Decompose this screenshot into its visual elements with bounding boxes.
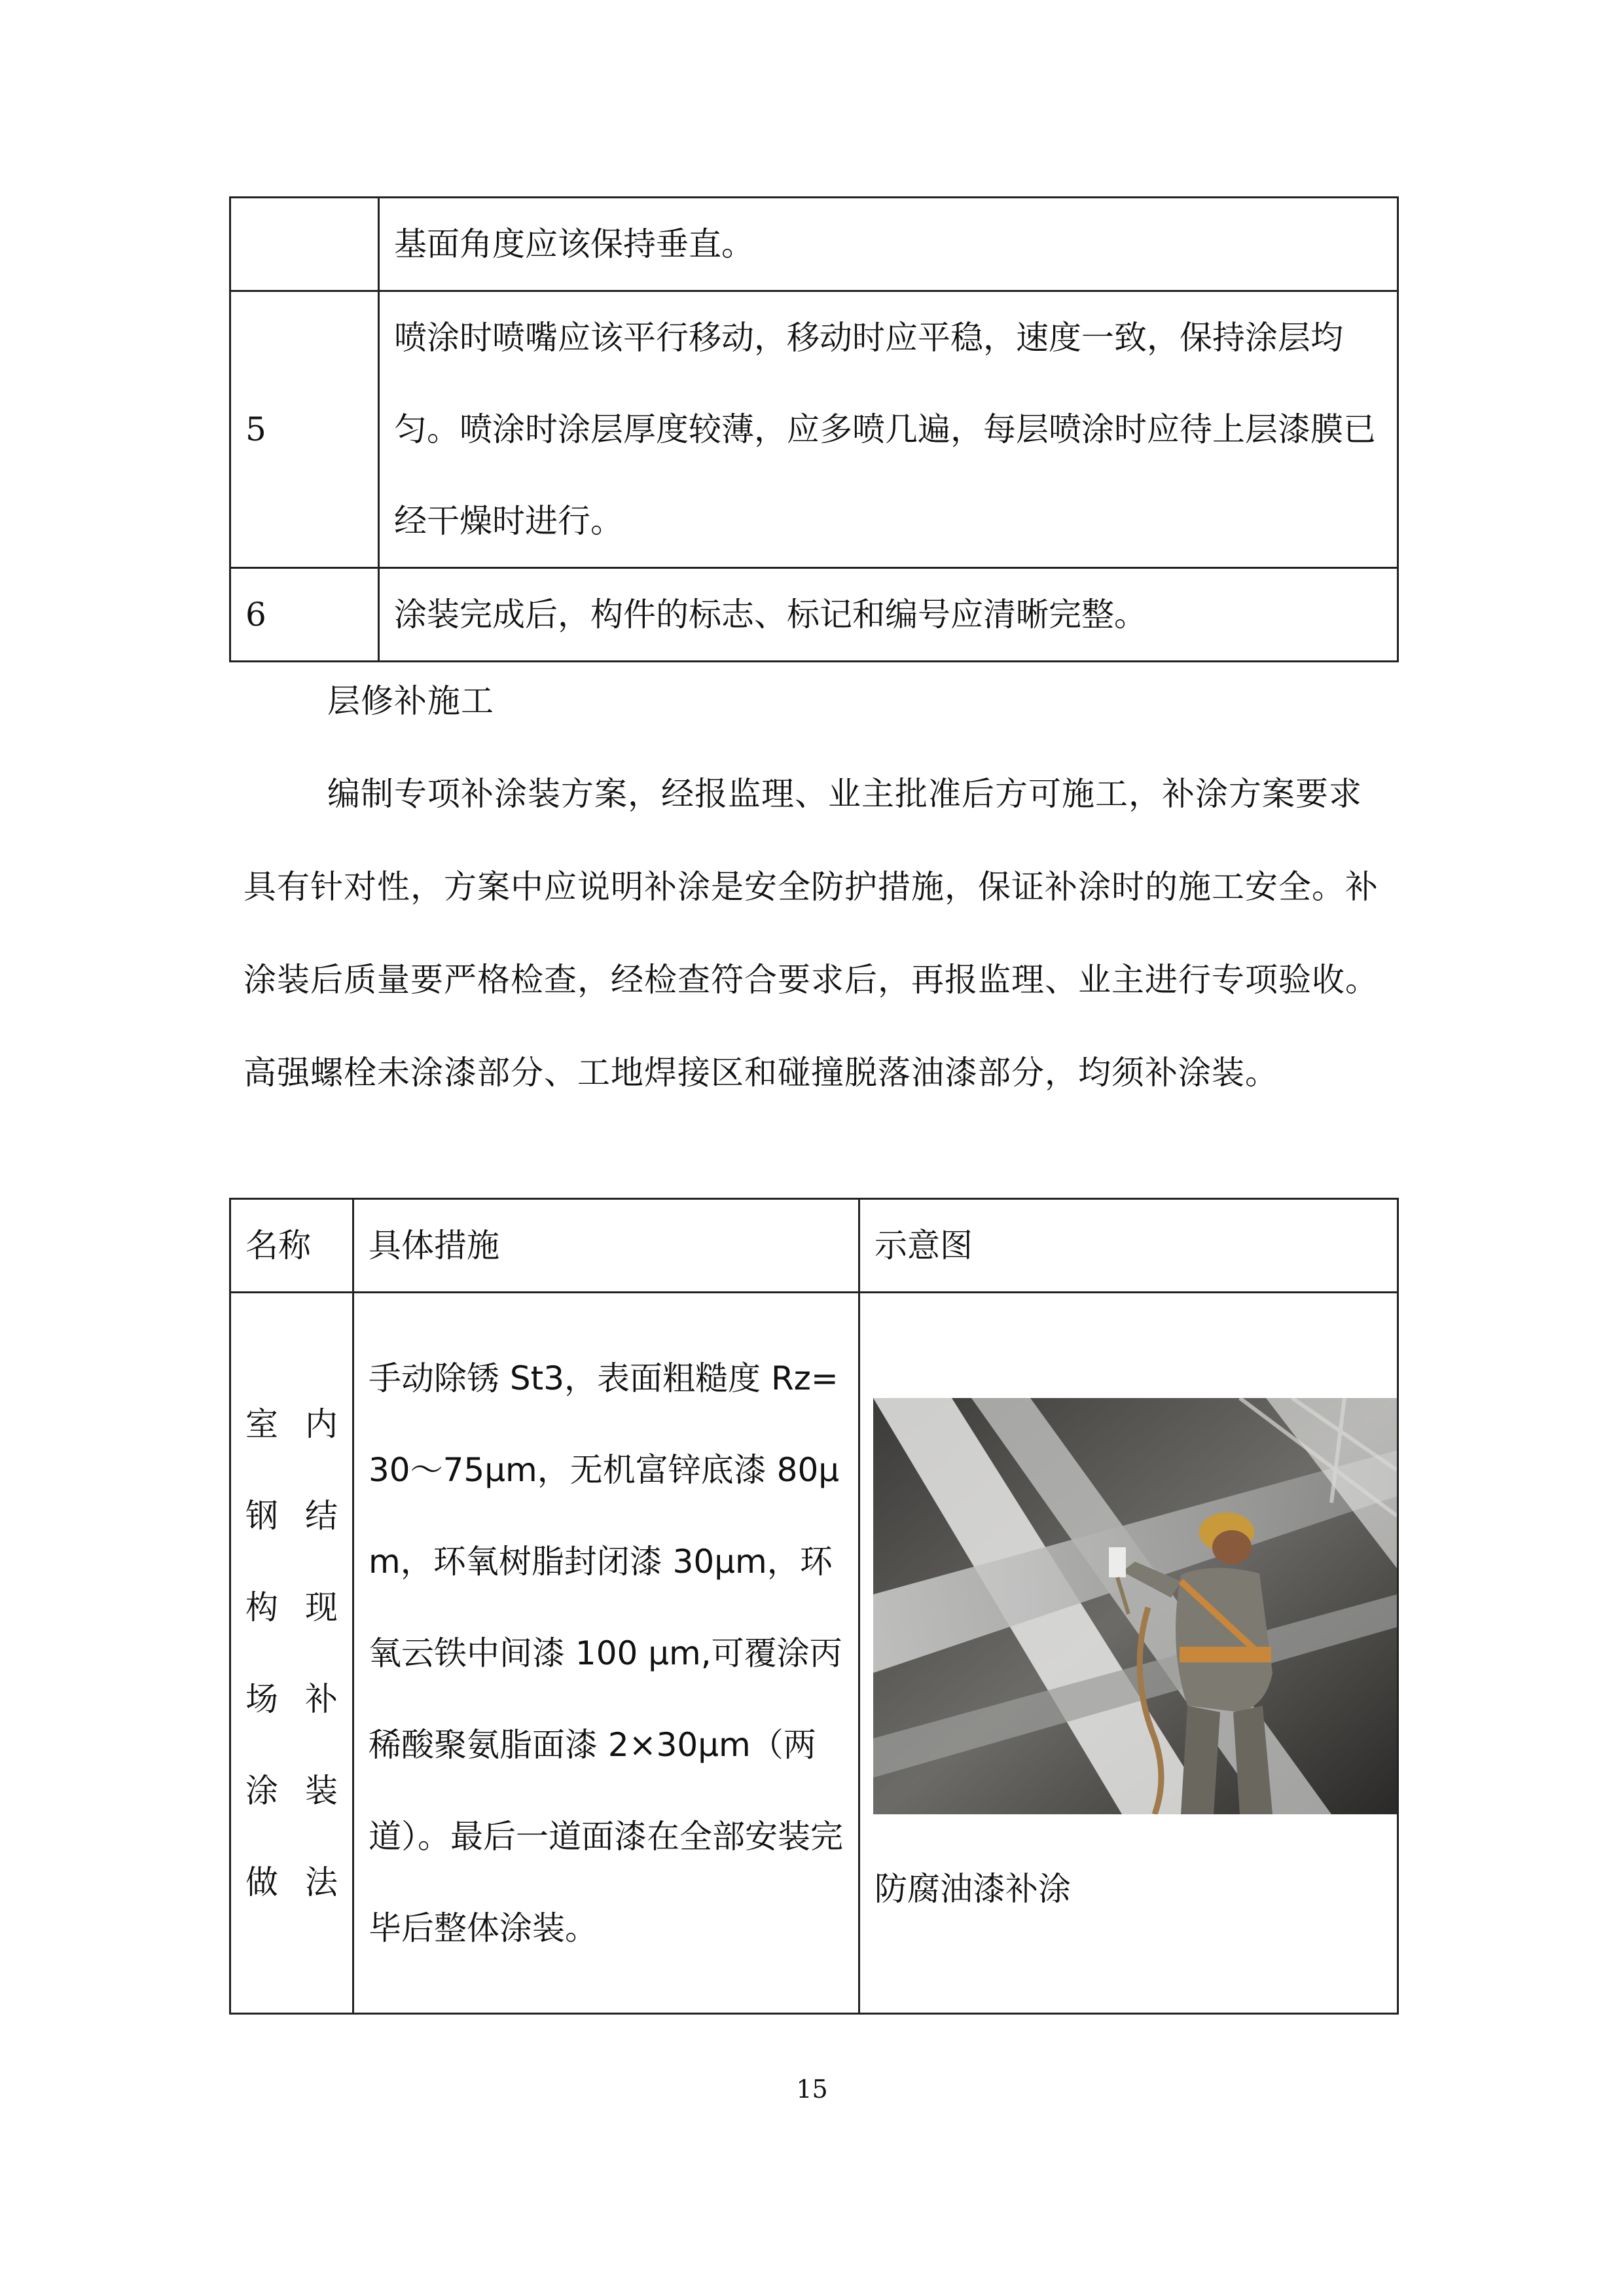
row-number: 5 — [230, 291, 379, 568]
measures-text: 手动除锈 St3，表面粗糙度 Rz=30～75μm，无机富锌底漆 80μm，环氧树脂封闭漆 30μm，环氧云铁中间漆 100 μm,可覆涂丙稀酸聚氨脂面漆 2×30μm（两道）。最后一道面漆在全部安装完毕后整体涂装。 — [369, 1359, 843, 1947]
body-paragraph: 编制专项补涂装方案，经报监理、业主批准后方可施工，补涂方案要求具有针对性，方案中应说明补涂是安全防护措施，保证补涂时的施工安全。补涂装后质量要严格检查，经检查符合要求后，再报监理、业主进行专项验收。高强螺栓未涂漆部分、工地焊接区和碰撞脱落油漆部分，均须补涂装。 — [244, 775, 1379, 1092]
repair-method-table — [229, 1198, 1399, 2015]
image-caption: 防腐油漆补涂 — [875, 1870, 1071, 1908]
table-row — [230, 568, 1398, 662]
method-name: 室内钢结构现场补涂装做法 — [245, 1405, 338, 1901]
header-diagram: 示意图 — [859, 1199, 1398, 1293]
measures-cell — [353, 1293, 859, 2014]
table-row — [230, 1293, 1398, 2014]
method-name-cell — [230, 1293, 353, 2014]
process-table — [229, 196, 1399, 662]
page-number: 15 — [796, 2075, 828, 2104]
diagram-cell — [859, 1293, 1398, 2014]
table-row — [230, 198, 1398, 291]
row-text: 喷涂时喷嘴应该平行移动，移动时应平稳，速度一致，保持涂层均匀。喷涂时涂层厚度较薄，应多喷几遍，每层喷涂时应待上层漆膜已经干燥时进行。 — [379, 291, 1398, 568]
header-measures: 具体措施 — [353, 1199, 859, 1293]
header-name: 名称 — [230, 1199, 353, 1293]
row-number — [230, 198, 379, 291]
row-text: 基面角度应该保持垂直。 — [379, 198, 1398, 291]
row-number: 6 — [230, 568, 379, 662]
table-row — [230, 291, 1398, 568]
table-header-row — [230, 1199, 1398, 1293]
row-text: 涂装完成后，构件的标志、标记和编号应清晰完整。 — [379, 568, 1398, 662]
section-title: 层修补施工 — [327, 682, 494, 720]
painting-worker-photo — [873, 1398, 1397, 1814]
